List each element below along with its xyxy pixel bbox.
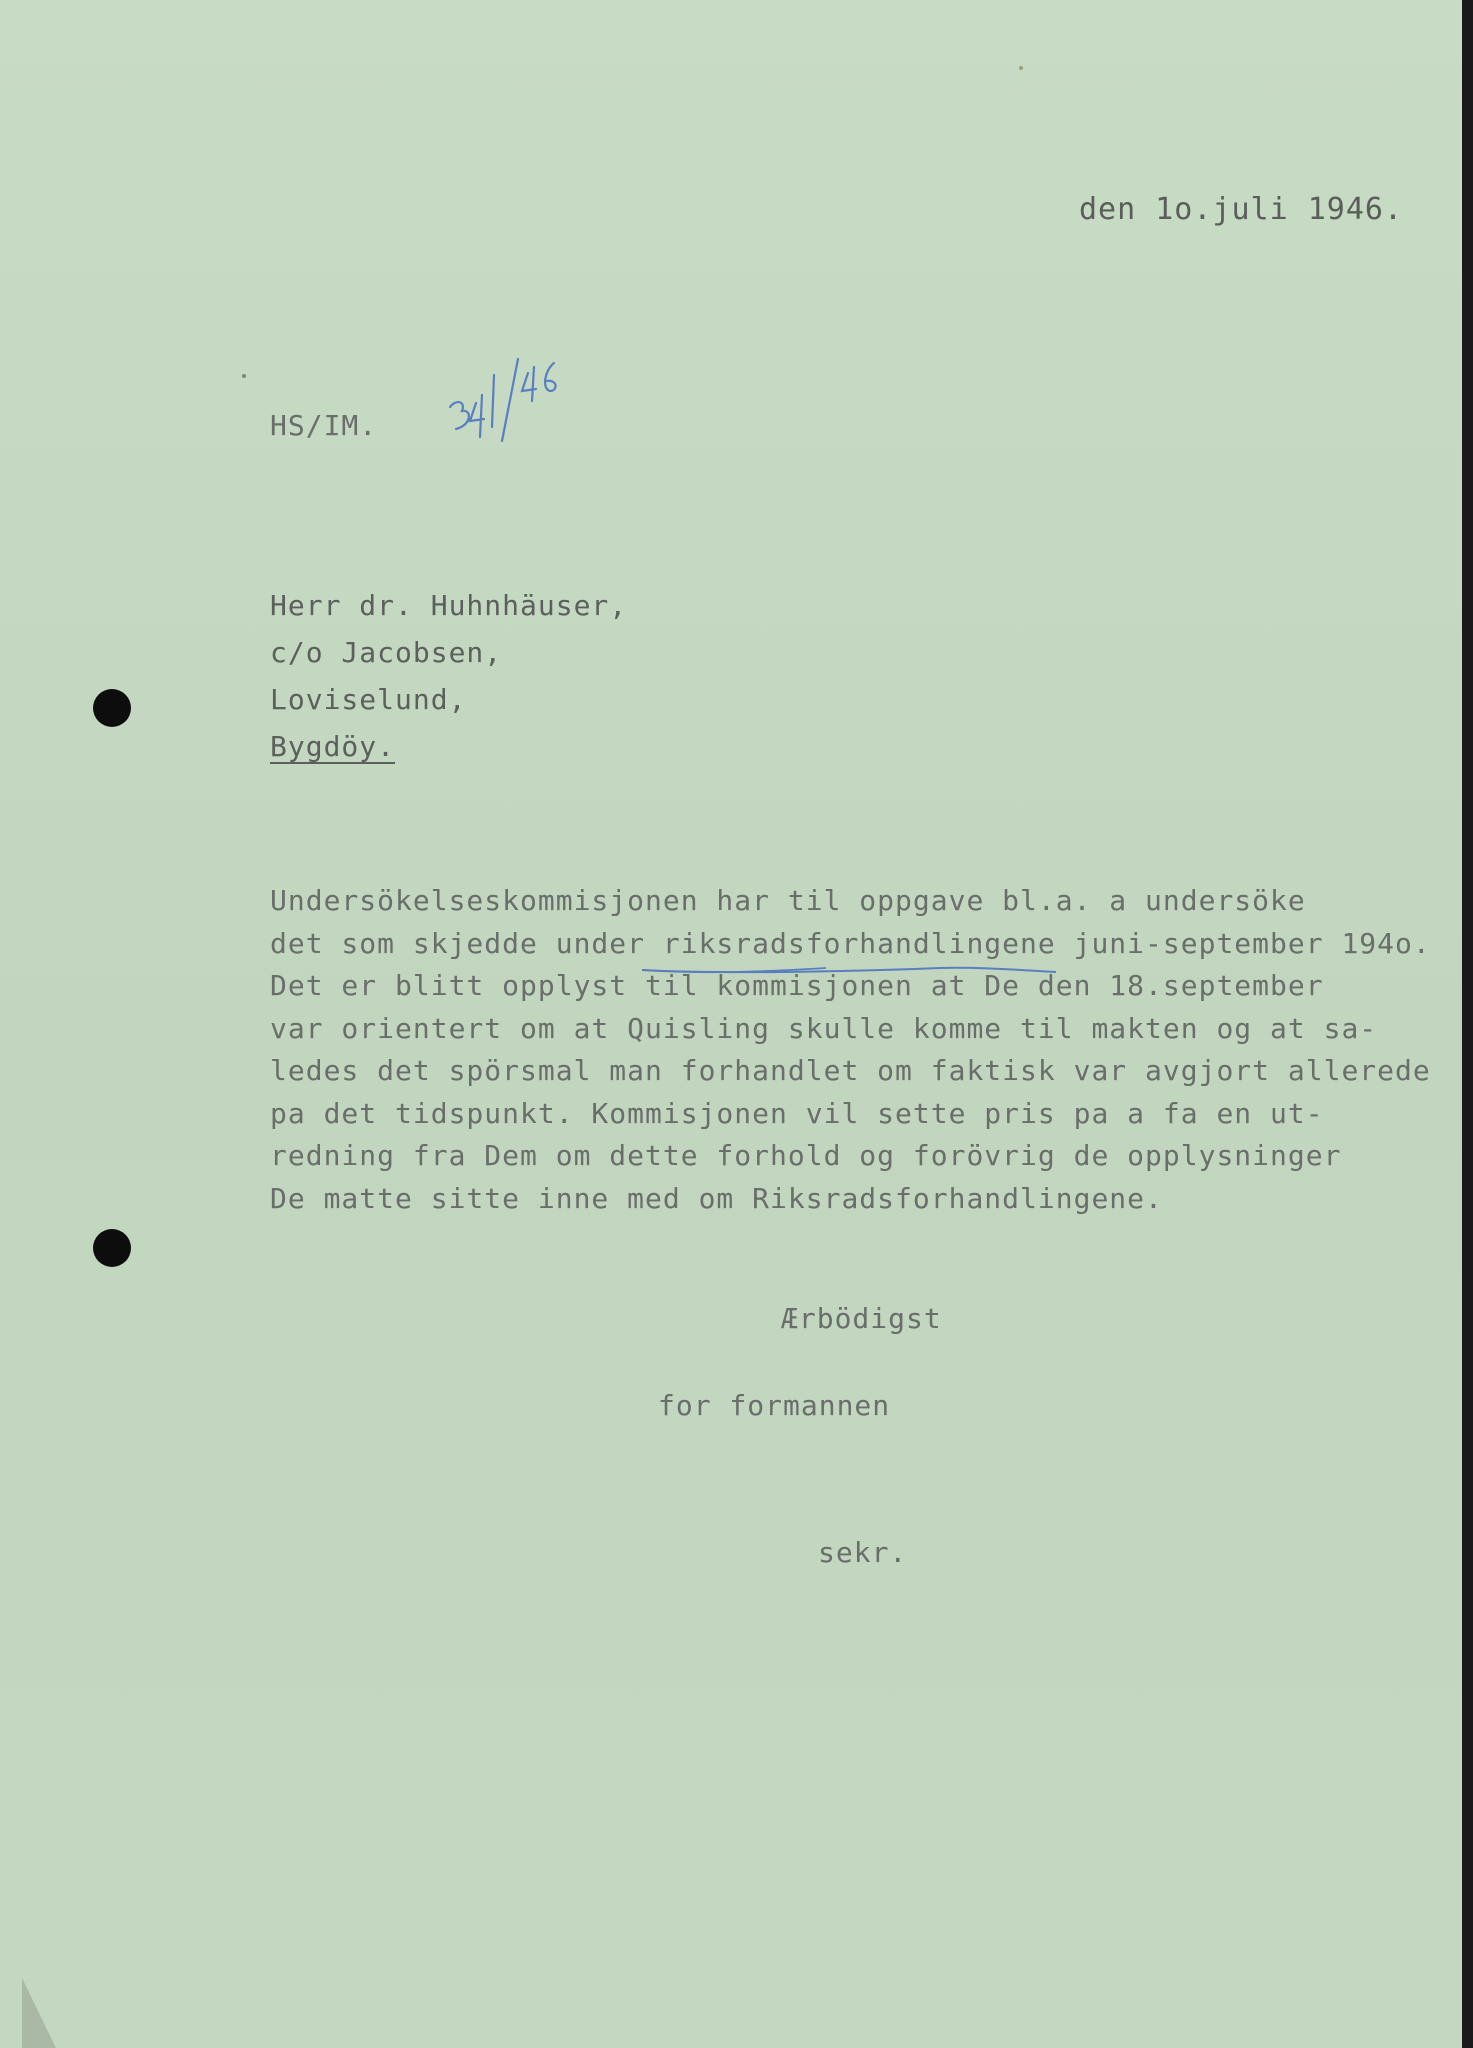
recipient-name: Herr dr. Huhnhäuser, <box>270 589 628 622</box>
signature-title: sekr. <box>818 1536 908 1569</box>
letter-date: den 1o.juli 1946. <box>1079 192 1404 227</box>
folded-corner <box>22 1978 62 2048</box>
body-line: ledes det spörsmal man forhandlet om faktisk var avgjort allerede <box>270 1054 1431 1087</box>
body-line: De matte sitte inne med om Riksradsforhandlingene. <box>270 1181 1163 1215</box>
recipient-estate: Loviselund, <box>270 683 467 716</box>
salutation: Ærbödigst <box>781 1302 942 1335</box>
body-line: Det er blitt opplyst til kommisjonen at De den 18.september <box>270 969 1324 1002</box>
body-line: pa det tidspunkt. Kommisjonen vil sette pris pa a fa en ut- <box>270 1096 1324 1130</box>
handwritten-journal-number <box>442 355 582 445</box>
paper-speck <box>1019 66 1023 70</box>
reference-initials: HS/IM. <box>270 409 378 442</box>
recipient-care-of: c/o Jacobsen, <box>270 636 503 669</box>
body-line: Undersökelseskommisjonen har til oppgave bl.a. a undersöke <box>270 884 1306 917</box>
recipient-place: Bygdöy. <box>270 730 396 763</box>
body-line: var orientert om at Quisling skulle komme til makten og at sa- <box>270 1011 1378 1045</box>
body-line: det som skjedde under riksradsforhandlingene juni-september 194o. <box>270 926 1431 960</box>
on-behalf-line: for formannen <box>658 1389 891 1422</box>
letter-body <box>270 880 1431 1220</box>
punch-hole-bottom <box>93 1229 131 1267</box>
recipient-address <box>270 582 627 770</box>
scan-border <box>1462 0 1473 2048</box>
body-line: redning fra Dem om dette forhold og forövrig de opplysninger <box>270 1139 1342 1172</box>
paper-speck <box>242 374 246 378</box>
punch-hole-top <box>93 689 131 727</box>
